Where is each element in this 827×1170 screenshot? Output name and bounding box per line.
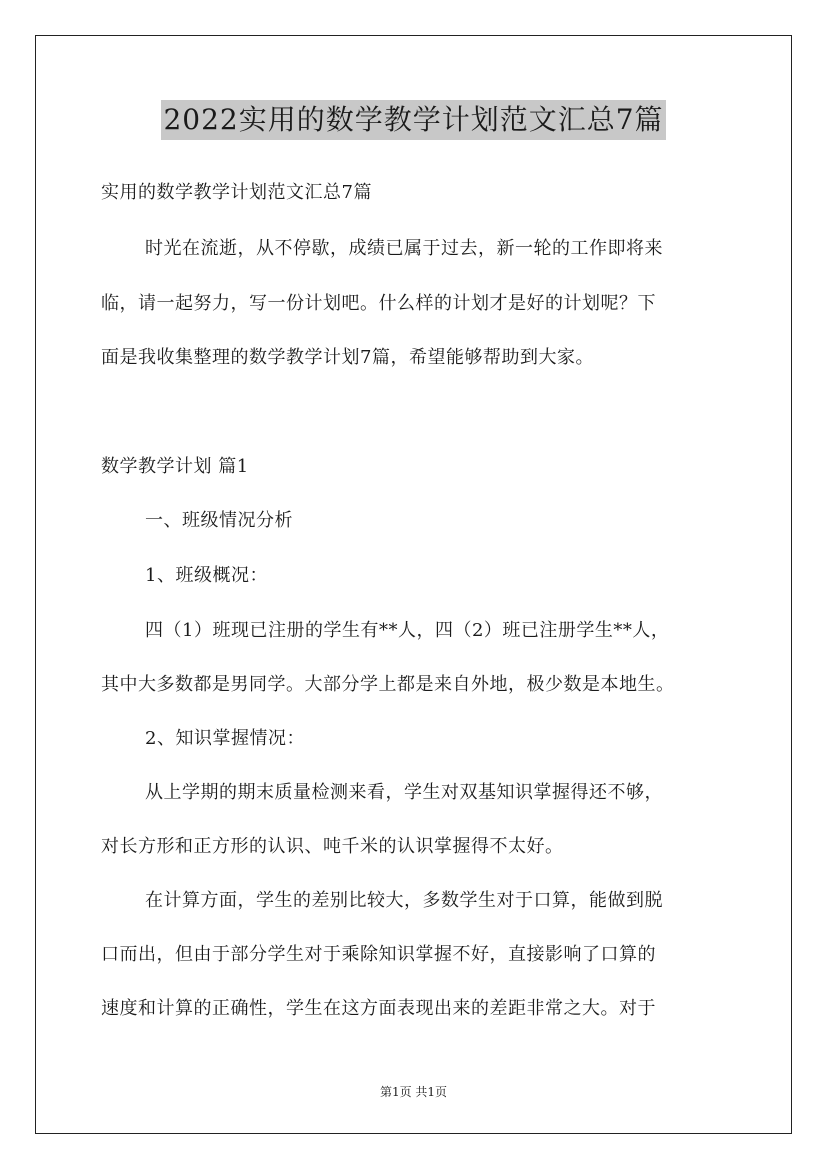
para-3-line-1: 在计算方面，学生的差别比较大，多数学生对于口算，能做到脱	[145, 890, 663, 911]
para-3-line-3: 速度和计算的正确性，学生在这方面表现出来的差距非常之大。对于	[101, 998, 656, 1019]
intro-line-3: 面是我收集整理的数学教学计划7篇，希望能够帮助到大家。	[101, 347, 594, 368]
title-container	[0, 100, 827, 140]
para-3-line-2: 口而出，但由于部分学生对于乘除知识掌握不好，直接影响了口算的	[101, 944, 656, 965]
heading-class-overview: 1、班级概况：	[145, 565, 268, 586]
para-2-line-1: 从上学期的期末质量检测来看，学生对双基知识掌握得还不够，	[145, 782, 663, 803]
intro-line-2: 临，请一起努力，写一份计划吧。什么样的计划才是好的计划呢？下	[101, 293, 656, 314]
document-title: 2022实用的数学教学计划范文汇总7篇	[161, 100, 665, 140]
document-subtitle: 实用的数学教学计划范文汇总7篇	[101, 182, 372, 203]
para-2-line-2: 对长方形和正方形的认识、吨千米的认识掌握得不太好。	[101, 836, 564, 857]
intro-line-1: 时光在流逝，从不停歇，成绩已属于过去，新一轮的工作即将来	[145, 238, 663, 259]
para-1-line-1: 四（1）班现已注册的学生有**人，四（2）班已注册学生**人，	[145, 620, 670, 641]
section-heading: 数学教学计划 篇1	[101, 456, 249, 477]
page-footer: 第1页 共1页	[379, 1085, 448, 1099]
para-1-line-2: 其中大多数都是男同学。大部分学上都是来自外地，极少数是本地生。	[101, 674, 675, 695]
heading-knowledge: 2、知识掌握情况：	[145, 728, 305, 749]
heading-class-analysis: 一、班级情况分析	[145, 510, 293, 531]
